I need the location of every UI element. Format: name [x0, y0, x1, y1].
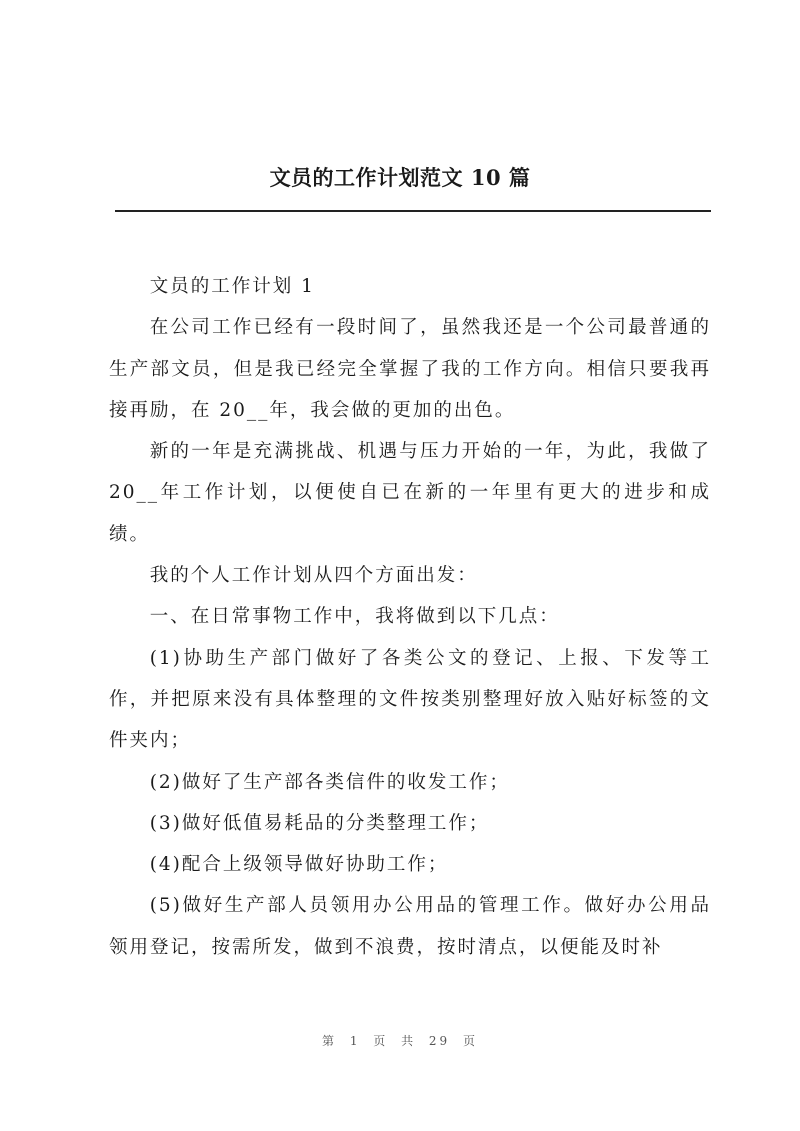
paragraph: 在公司工作已经有一段时间了，虽然我还是一个公司最普通的生产部文员，但是我已经完全掌握了我的工作方向。相信只要我再接再励，在 20__年，我会做的更加的出色。 — [109, 317, 711, 421]
section-heading: 文员的工作计划 1 — [149, 276, 315, 297]
paragraph: 我的个人工作计划从四个方面出发： — [149, 565, 478, 587]
page-number-footer: 第 1 页 共 29 页 — [322, 1034, 478, 1048]
list-item: (5)做好生产部人员领用办公用品的管理工作。做好办公用品领用登记，按需所发，做到不浪费，按时清点，以便能及时补 — [109, 895, 711, 958]
list-heading: 一、在日常事物工作中，我将做到以下几点： — [149, 606, 560, 628]
list-item: (2)做好了生产部各类信件的收发工作； — [149, 771, 510, 793]
document-body — [109, 266, 711, 968]
list-item: (3)做好低值易耗品的分类整理工作； — [149, 812, 490, 834]
paragraph: 新的一年是充满挑战、机遇与压力开始的一年，为此，我做了 20__年工作计划，以便使自已在新的一年里有更大的进步和成绩。 — [109, 441, 711, 545]
list-item: (1)协助生产部门做好了各类公文的登记、上报、下发等工作，并把原来没有具体整理的文件按类别整理好放入贴好标签的文件夹内； — [109, 647, 711, 752]
page-title: 文员的工作计划范文 10 篇 — [269, 165, 531, 190]
list-item: (4)配合上级领导做好协助工作； — [149, 854, 449, 876]
title-divider — [115, 210, 711, 212]
